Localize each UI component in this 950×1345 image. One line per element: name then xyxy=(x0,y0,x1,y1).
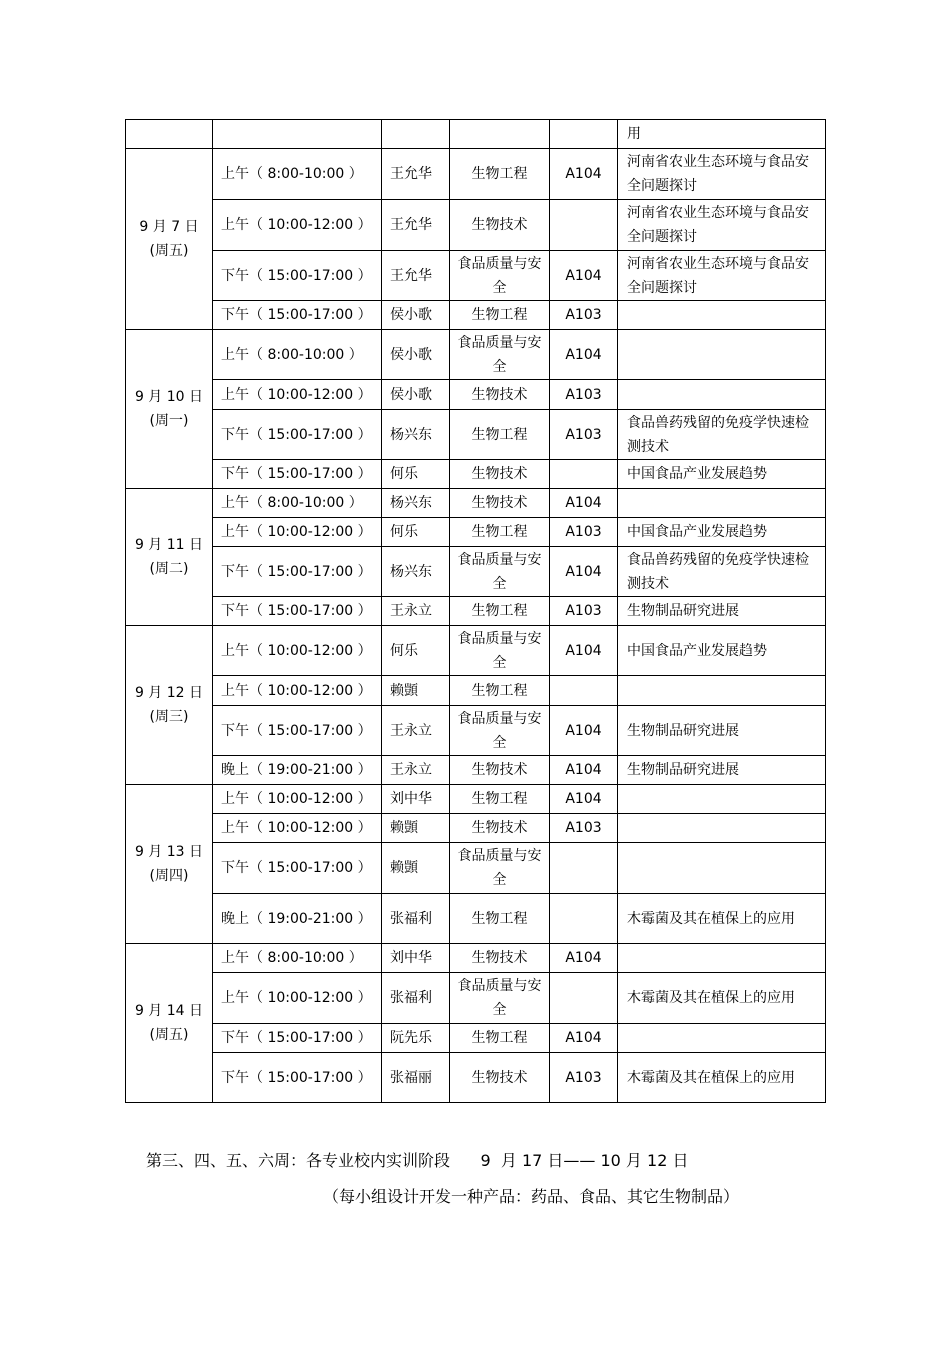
table-row xyxy=(126,706,826,756)
teacher-cell: 侯小歌 xyxy=(382,380,450,410)
major-cell: 食品质量与安全 xyxy=(450,973,550,1024)
time-cell: 下午（ 15:00-17:00 ） xyxy=(213,410,382,460)
phase-note: 第三、四、五、六周：各专业校内实训阶段 9 月 17 日—— 10 月 12 日 xyxy=(146,1151,689,1170)
room-cell: A104 xyxy=(550,756,618,785)
teacher-cell: 赖顗 xyxy=(382,814,450,843)
time-cell: 上午（ 8:00-10:00 ） xyxy=(213,330,382,380)
room-cell: A104 xyxy=(550,251,618,301)
time-cell: 下午（ 15:00-17:00 ） xyxy=(213,597,382,626)
date-cell xyxy=(126,785,213,944)
major-cell: 生物工程 xyxy=(450,518,550,547)
date-label: 9 月 7 日 xyxy=(139,219,199,235)
room-cell: A104 xyxy=(550,944,618,973)
teacher-cell: 杨兴东 xyxy=(382,547,450,597)
weekday-label: (周五) xyxy=(149,1027,189,1043)
major-cell: 食品质量与安全 xyxy=(450,706,550,756)
major-cell: 生物技术 xyxy=(450,756,550,785)
topic-cell: 食品兽药残留的免疫学快速检测技术 xyxy=(618,547,826,597)
date-label: 9 月 10 日 xyxy=(134,389,204,405)
time-cell: 下午（ 15:00-17:00 ） xyxy=(213,1024,382,1053)
time-cell: 下午（ 15:00-17:00 ） xyxy=(213,251,382,301)
major-cell: 生物技术 xyxy=(450,460,550,489)
major-cell: 生物技术 xyxy=(450,944,550,973)
teacher-cell: 张福利 xyxy=(382,973,450,1024)
teacher-cell: 王允华 xyxy=(382,149,450,200)
topic-cell: 木霉菌及其在植保上的应用 xyxy=(618,1053,826,1103)
teacher-cell: 杨兴东 xyxy=(382,410,450,460)
time-cell: 上午（ 8:00-10:00 ） xyxy=(213,944,382,973)
room-cell: A104 xyxy=(550,626,618,676)
date-cell xyxy=(126,149,213,330)
room-cell: A103 xyxy=(550,410,618,460)
teacher-cell: 何乐 xyxy=(382,518,450,547)
schedule-table xyxy=(125,119,826,1103)
time-cell: 下午（ 15:00-17:00 ） xyxy=(213,706,382,756)
teacher-cell: 何乐 xyxy=(382,626,450,676)
table-row xyxy=(126,756,826,785)
teacher-cell: 张福利 xyxy=(382,894,450,944)
time-cell: 下午（ 15:00-17:00 ） xyxy=(213,1053,382,1103)
teacher-cell xyxy=(382,120,450,149)
time-cell: 上午（ 10:00-12:00 ） xyxy=(213,518,382,547)
topic-cell xyxy=(618,843,826,894)
table-row xyxy=(126,489,826,518)
room-cell: A104 xyxy=(550,330,618,380)
teacher-cell: 王永立 xyxy=(382,597,450,626)
room-cell: A104 xyxy=(550,1024,618,1053)
room-cell: A103 xyxy=(550,597,618,626)
major-cell: 食品质量与安全 xyxy=(450,843,550,894)
phase-subnote: （每小组设计开发一种产品：药品、食品、其它生物制品） xyxy=(323,1187,740,1206)
topic-cell xyxy=(618,944,826,973)
room-cell: A103 xyxy=(550,301,618,330)
table-row xyxy=(126,944,826,973)
table-row xyxy=(126,597,826,626)
teacher-cell: 张福丽 xyxy=(382,1053,450,1103)
topic-cell: 中国食品产业发展趋势 xyxy=(618,518,826,547)
date-cell xyxy=(126,120,213,149)
date-label: 9 月 12 日 xyxy=(134,685,204,701)
major-cell: 生物工程 xyxy=(450,410,550,460)
teacher-cell: 阮先乐 xyxy=(382,1024,450,1053)
major-cell: 食品质量与安全 xyxy=(450,547,550,597)
topic-cell: 木霉菌及其在植保上的应用 xyxy=(618,894,826,944)
room-cell xyxy=(550,200,618,251)
time-cell: 上午（ 10:00-12:00 ） xyxy=(213,676,382,706)
major-cell: 生物技术 xyxy=(450,814,550,843)
table-row xyxy=(126,843,826,894)
major-cell: 生物技术 xyxy=(450,1053,550,1103)
major-cell: 食品质量与安全 xyxy=(450,626,550,676)
date-cell xyxy=(126,626,213,785)
teacher-cell: 赖顗 xyxy=(382,843,450,894)
schedule-body xyxy=(126,120,826,1103)
topic-cell xyxy=(618,676,826,706)
major-cell: 食品质量与安全 xyxy=(450,251,550,301)
time-cell: 上午（ 10:00-12:00 ） xyxy=(213,785,382,814)
time-cell: 下午（ 15:00-17:00 ） xyxy=(213,301,382,330)
weekday-label: (周一) xyxy=(149,413,189,429)
room-cell: A104 xyxy=(550,547,618,597)
teacher-cell: 刘中华 xyxy=(382,944,450,973)
table-row xyxy=(126,301,826,330)
teacher-cell: 赖顗 xyxy=(382,676,450,706)
room-cell xyxy=(550,973,618,1024)
date-cell xyxy=(126,489,213,626)
time-cell: 晚上（ 19:00-21:00 ） xyxy=(213,756,382,785)
topic-cell: 生物制品研究进展 xyxy=(618,756,826,785)
time-cell: 下午（ 15:00-17:00 ） xyxy=(213,843,382,894)
table-row xyxy=(126,785,826,814)
room-cell xyxy=(550,843,618,894)
room-cell xyxy=(550,120,618,149)
teacher-cell: 何乐 xyxy=(382,460,450,489)
time-cell: 上午（ 10:00-12:00 ） xyxy=(213,200,382,251)
topic-cell: 生物制品研究进展 xyxy=(618,706,826,756)
room-cell: A104 xyxy=(550,706,618,756)
table-row xyxy=(126,894,826,944)
room-cell: A103 xyxy=(550,518,618,547)
teacher-cell: 王永立 xyxy=(382,706,450,756)
major-cell: 生物技术 xyxy=(450,380,550,410)
major-cell: 生物工程 xyxy=(450,597,550,626)
room-cell xyxy=(550,460,618,489)
topic-cell xyxy=(618,1024,826,1053)
table-row xyxy=(126,251,826,301)
date-cell xyxy=(126,330,213,489)
table-row xyxy=(126,626,826,676)
topic-cell xyxy=(618,489,826,518)
table-row xyxy=(126,1053,826,1103)
table-row xyxy=(126,200,826,251)
room-cell: A104 xyxy=(550,149,618,200)
major-cell: 生物技术 xyxy=(450,489,550,518)
topic-cell: 河南省农业生态环境与食品安全问题探讨 xyxy=(618,251,826,301)
major-cell xyxy=(450,120,550,149)
teacher-cell: 王允华 xyxy=(382,251,450,301)
date-label: 9 月 14 日 xyxy=(134,1003,204,1019)
date-cell xyxy=(126,944,213,1103)
date-label: 9 月 13 日 xyxy=(134,844,204,860)
weekday-label: (周三) xyxy=(149,709,189,725)
time-cell xyxy=(213,120,382,149)
major-cell: 生物工程 xyxy=(450,894,550,944)
table-row xyxy=(126,410,826,460)
topic-cell: 食品兽药残留的免疫学快速检测技术 xyxy=(618,410,826,460)
room-cell: A103 xyxy=(550,380,618,410)
time-cell: 上午（ 8:00-10:00 ） xyxy=(213,149,382,200)
major-cell: 生物工程 xyxy=(450,676,550,706)
time-cell: 上午（ 8:00-10:00 ） xyxy=(213,489,382,518)
table-row xyxy=(126,380,826,410)
time-cell: 上午（ 10:00-12:00 ） xyxy=(213,814,382,843)
room-cell xyxy=(550,676,618,706)
major-cell: 生物技术 xyxy=(450,200,550,251)
time-cell: 上午（ 10:00-12:00 ） xyxy=(213,973,382,1024)
time-cell: 晚上（ 19:00-21:00 ） xyxy=(213,894,382,944)
topic-cell: 生物制品研究进展 xyxy=(618,597,826,626)
time-cell: 上午（ 10:00-12:00 ） xyxy=(213,380,382,410)
major-cell: 食品质量与安全 xyxy=(450,330,550,380)
time-cell: 上午（ 10:00-12:00 ） xyxy=(213,626,382,676)
topic-cell xyxy=(618,814,826,843)
room-cell: A104 xyxy=(550,489,618,518)
major-cell: 生物工程 xyxy=(450,785,550,814)
topic-cell: 用 xyxy=(618,120,826,149)
table-row xyxy=(126,120,826,149)
table-row xyxy=(126,330,826,380)
room-cell xyxy=(550,894,618,944)
teacher-cell: 侯小歌 xyxy=(382,301,450,330)
date-label: 9 月 11 日 xyxy=(134,537,204,553)
topic-cell: 中国食品产业发展趋势 xyxy=(618,460,826,489)
room-cell: A103 xyxy=(550,1053,618,1103)
topic-cell xyxy=(618,301,826,330)
weekday-label: (周二) xyxy=(149,561,189,577)
weekday-label: (周四) xyxy=(149,868,189,884)
table-row xyxy=(126,460,826,489)
teacher-cell: 刘中华 xyxy=(382,785,450,814)
room-cell: A103 xyxy=(550,814,618,843)
time-cell: 下午（ 15:00-17:00 ） xyxy=(213,547,382,597)
major-cell: 生物工程 xyxy=(450,149,550,200)
major-cell: 生物工程 xyxy=(450,301,550,330)
table-row xyxy=(126,518,826,547)
teacher-cell: 王永立 xyxy=(382,756,450,785)
table-row xyxy=(126,676,826,706)
major-cell: 生物工程 xyxy=(450,1024,550,1053)
table-row xyxy=(126,547,826,597)
teacher-cell: 王允华 xyxy=(382,200,450,251)
topic-cell: 河南省农业生态环境与食品安全问题探讨 xyxy=(618,149,826,200)
table-row xyxy=(126,1024,826,1053)
topic-cell xyxy=(618,380,826,410)
table-row xyxy=(126,973,826,1024)
topic-cell: 木霉菌及其在植保上的应用 xyxy=(618,973,826,1024)
time-cell: 下午（ 15:00-17:00 ） xyxy=(213,460,382,489)
topic-cell xyxy=(618,785,826,814)
table-row xyxy=(126,149,826,200)
topic-cell: 河南省农业生态环境与食品安全问题探讨 xyxy=(618,200,826,251)
teacher-cell: 侯小歌 xyxy=(382,330,450,380)
topic-cell xyxy=(618,330,826,380)
weekday-label: (周五) xyxy=(149,243,189,259)
topic-cell: 中国食品产业发展趋势 xyxy=(618,626,826,676)
room-cell: A104 xyxy=(550,785,618,814)
teacher-cell: 杨兴东 xyxy=(382,489,450,518)
table-row xyxy=(126,814,826,843)
